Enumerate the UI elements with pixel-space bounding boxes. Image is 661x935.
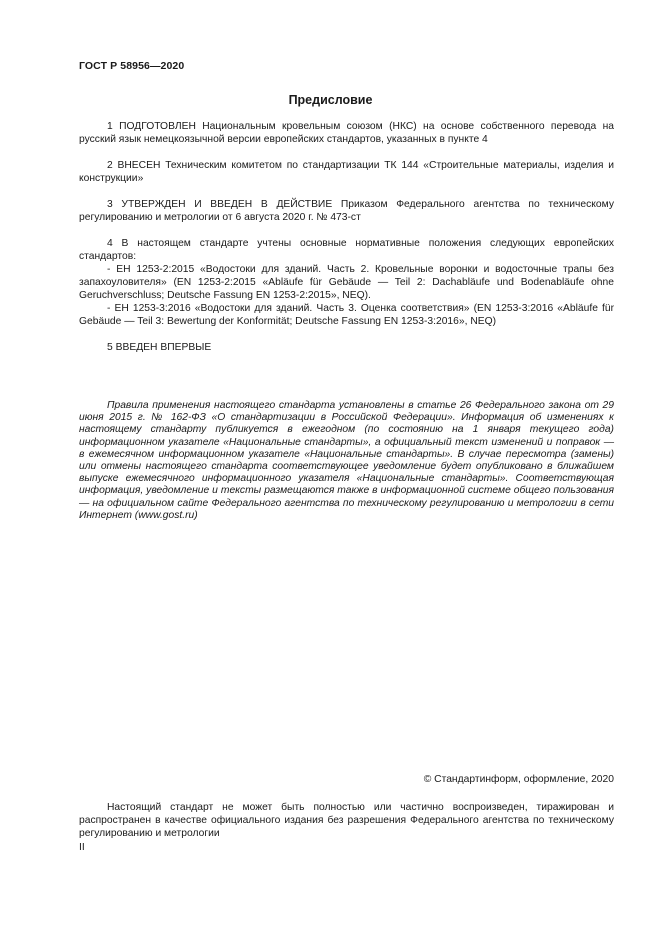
paragraph-4-intro: 4 В настоящем стандарте учтены основные нормативные положения следующих европейских стандартов: [79, 238, 614, 262]
paragraph-5: 5 ВВЕДЕН ВПЕРВЫЕ [107, 342, 212, 353]
section-title: Предисловие [288, 93, 373, 107]
paragraph-2: 2 ВНЕСЕН Техническим комитетом по стандартизации ТК 144 «Строительные материалы, изделия и конструкции» [79, 160, 614, 184]
reproduction-notice: Настоящий стандарт не может быть полностью или частично воспроизведен, тиражирован и распространен в качестве официального издания без разрешения Федерального агентства по техническому регулированию и метрологии [79, 802, 614, 839]
page-number: II [79, 842, 85, 853]
standard-entry: - ЕН 1253-2:2015 «Водостоки для зданий. Часть 2. Кровельные воронки и водосточные трапы без запахоуловителя» (EN 1253-2:2015 «Abläufe für Gebäude — Teil 2: Dachabläufe und Bodenabläufe ohne Geruchverschluss; Deutsche Fassung EN 1253-2:2015», NEQ). [79, 264, 614, 301]
paragraph-4 [79, 237, 614, 328]
copyright-line: © Стандартинформ, оформление, 2020 [423, 774, 614, 785]
foreword-content [79, 120, 614, 354]
usage-notice: Правила применения настоящего стандарта установлены в статье 26 Федерального закона от 29 июня 2015 г. № 162-ФЗ «О стандартизации в Российской Федерации». Информация об изменениях к настоящему стандарту публикуется в ежегодном (по состоянию на 1 января текущего года) информационном указателе «Национальные стандарты», а официальный текст изменений и поправок — в ежемесячном информационном указателе «Национальные стандарты». В случае пересмотра (замены) или отмены настоящего стандарта соответствующее уведомление будет опубликовано в ближайшем выпуске ежемесячного информационного указателя «Национальные стандарты». Соответствующая информация, уведомление и тексты размещаются также в информационной системе общего пользования — на официальном сайте Федерального агентства по техническому регулированию и метрологии в сети Интернет (www.gost.ru) [79, 400, 614, 521]
paragraph-3: 3 УТВЕРЖДЕН И ВВЕДЕН В ДЕЙСТВИЕ Приказом Федерального агентства по техническому регулированию и метрологии от 6 августа 2020 г. № 473-ст [79, 199, 614, 223]
paragraph-1: 1 ПОДГОТОВЛЕН Национальным кровельным союзом (НКС) на основе собственного перевода на русский язык немецкоязычной версии европейских стандартов, указанных в пункте 4 [79, 121, 614, 145]
document-header: ГОСТ Р 58956—2020 [79, 60, 185, 72]
standard-entry: - ЕН 1253-3:2016 «Водостоки для зданий. Часть 3. Оценка соответствия» (EN 1253-3:2016 «Abläufe für Gebäude — Teil 3: Bewertung der Konformität; Deutsche Fassung EN 1253-3:2016», NEQ) [79, 303, 614, 327]
